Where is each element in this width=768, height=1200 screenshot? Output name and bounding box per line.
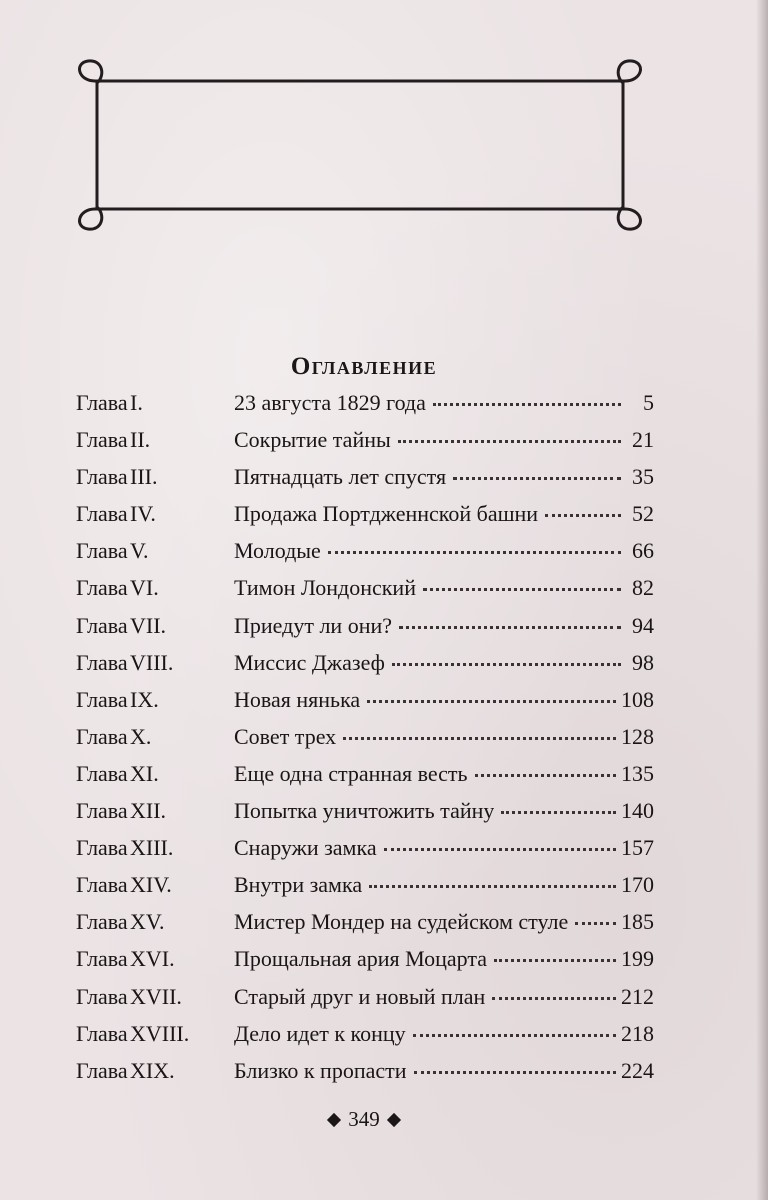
dot-leaders bbox=[433, 383, 621, 406]
chapter-label: Глава bbox=[76, 1020, 128, 1046]
toc-entry bbox=[76, 421, 654, 458]
chapter-title: Продажа Портдженнской башни bbox=[234, 501, 539, 527]
chapter-page-number: 108 bbox=[621, 686, 654, 712]
chapter-title: Старый друг и новый план bbox=[234, 983, 486, 1009]
chapter-page-number: 52 bbox=[632, 501, 654, 527]
chapter-page-number: 21 bbox=[632, 427, 654, 453]
chapter-number: X. bbox=[130, 723, 152, 749]
page-number: 349 bbox=[348, 1107, 380, 1131]
decorative-frame bbox=[70, 55, 650, 235]
toc-entry bbox=[76, 532, 654, 569]
chapter-number: V. bbox=[130, 538, 149, 564]
chapter-title: Мистер Мондер на судейском стуле bbox=[234, 909, 569, 935]
chapter-page-number: 66 bbox=[632, 538, 654, 564]
dot-leaders bbox=[384, 828, 616, 851]
toc-entry bbox=[76, 681, 654, 718]
dot-leaders bbox=[414, 1051, 616, 1074]
chapter-title: Сокрытие тайны bbox=[234, 427, 391, 453]
chapter-title: Снаружи замка bbox=[234, 835, 377, 861]
dot-leaders bbox=[369, 865, 616, 888]
chapter-title: Тимон Лондонский bbox=[234, 575, 416, 601]
chapter-page-number: 224 bbox=[621, 1057, 654, 1083]
chapter-number: I. bbox=[130, 390, 143, 415]
chapter-page-number: 98 bbox=[632, 649, 654, 675]
dot-leaders bbox=[392, 643, 621, 666]
toc-entry bbox=[76, 718, 654, 755]
toc-entry bbox=[76, 607, 654, 644]
toc-entry bbox=[76, 1052, 654, 1089]
chapter-label: Глава bbox=[76, 1057, 128, 1083]
chapter-number: XIX. bbox=[130, 1057, 175, 1083]
chapter-number: VII. bbox=[130, 612, 167, 638]
chapter-label: Глава bbox=[76, 686, 128, 712]
dot-leaders bbox=[494, 939, 616, 962]
toc-entry bbox=[76, 829, 654, 866]
table-of-contents bbox=[76, 384, 654, 1089]
toc-entry bbox=[76, 755, 654, 792]
toc-entry bbox=[76, 458, 654, 495]
chapter-number: VIII. bbox=[130, 649, 174, 675]
dot-leaders bbox=[343, 717, 616, 740]
chapter-number: III. bbox=[130, 464, 158, 490]
chapter-label: Глава bbox=[76, 983, 128, 1009]
chapter-title: Приедут ли они? bbox=[234, 612, 393, 638]
dot-leaders bbox=[367, 680, 616, 703]
chapter-number: VI. bbox=[130, 575, 159, 601]
dot-leaders bbox=[423, 568, 621, 591]
chapter-page-number: 128 bbox=[621, 723, 654, 749]
chapter-title: Новая нянька bbox=[234, 686, 361, 712]
chapter-title: Молодые bbox=[234, 538, 321, 564]
dot-leaders bbox=[501, 791, 616, 814]
chapter-page-number: 35 bbox=[632, 464, 654, 490]
chapter-title: Близко к пропасти bbox=[234, 1057, 407, 1083]
dot-leaders bbox=[453, 457, 621, 480]
chapter-number: IV. bbox=[130, 501, 156, 527]
chapter-number: XVI. bbox=[130, 946, 175, 972]
toc-entry bbox=[76, 384, 654, 421]
toc-entry bbox=[76, 940, 654, 977]
chapter-label: Глава bbox=[76, 427, 128, 453]
toc-entry bbox=[76, 978, 654, 1015]
dot-leaders bbox=[475, 754, 616, 777]
left-diamond-icon bbox=[327, 1112, 341, 1126]
chapter-number: XII. bbox=[130, 798, 167, 824]
chapter-title: Еще одна странная весть bbox=[234, 760, 468, 786]
chapter-title: Совет трех bbox=[234, 723, 337, 749]
chapter-number: II. bbox=[130, 427, 151, 453]
chapter-number: XVIII. bbox=[130, 1020, 190, 1046]
chapter-label: Глава bbox=[76, 464, 128, 490]
chapter-title: Пятнадцать лет спустя bbox=[234, 464, 447, 490]
chapter-label: Глава bbox=[76, 390, 128, 415]
chapter-number: XVII. bbox=[130, 983, 182, 1009]
dot-leaders bbox=[398, 420, 621, 443]
chapter-title: Попытка уничтожить тайну bbox=[234, 798, 495, 824]
chapter-title: Миссис Джазеф bbox=[234, 649, 385, 675]
chapter-number: XIII. bbox=[130, 835, 174, 861]
chapter-page-number: 199 bbox=[621, 946, 654, 972]
page-footer bbox=[0, 1107, 728, 1132]
chapter-number: XI. bbox=[130, 760, 159, 786]
toc-entry bbox=[76, 792, 654, 829]
toc-entry bbox=[76, 644, 654, 681]
toc-entry bbox=[76, 1015, 654, 1052]
dot-leaders bbox=[575, 902, 616, 925]
chapter-label: Глава bbox=[76, 538, 128, 564]
dot-leaders bbox=[399, 606, 621, 629]
chapter-label: Глава bbox=[76, 798, 128, 824]
chapter-page-number: 82 bbox=[632, 575, 654, 601]
chapter-label: Глава bbox=[76, 909, 128, 935]
dot-leaders bbox=[545, 494, 621, 517]
chapter-page-number: 212 bbox=[621, 983, 654, 1009]
chapter-page-number: 135 bbox=[621, 760, 654, 786]
chapter-label: Глава bbox=[76, 760, 128, 786]
toc-entry bbox=[76, 866, 654, 903]
chapter-number: XV. bbox=[130, 909, 165, 935]
chapter-label: Глава bbox=[76, 649, 128, 675]
chapter-page-number: 157 bbox=[621, 835, 654, 861]
chapter-page-number: 94 bbox=[632, 612, 654, 638]
chapter-title: Дело идет к концу bbox=[234, 1020, 406, 1046]
chapter-page-number: 170 bbox=[621, 872, 654, 898]
chapter-number: IX. bbox=[130, 686, 159, 712]
chapter-label: Глава bbox=[76, 723, 128, 749]
toc-entry bbox=[76, 569, 654, 606]
right-diamond-icon bbox=[387, 1112, 401, 1126]
dot-leaders bbox=[492, 977, 616, 1000]
chapter-page-number: 218 bbox=[621, 1020, 654, 1046]
dot-leaders bbox=[413, 1014, 616, 1037]
chapter-label: Глава bbox=[76, 835, 128, 861]
toc-entry bbox=[76, 903, 654, 940]
chapter-title: 23 августа 1829 года bbox=[234, 390, 426, 415]
chapter-number: XIV. bbox=[130, 872, 172, 898]
chapter-label: Глава bbox=[76, 612, 128, 638]
toc-entry bbox=[76, 495, 654, 532]
dot-leaders bbox=[328, 531, 621, 554]
chapter-title: Внутри замка bbox=[234, 872, 363, 898]
chapter-title: Прощальная ария Моцарта bbox=[234, 946, 488, 972]
chapter-page-number: 5 bbox=[643, 390, 654, 415]
chapter-page-number: 185 bbox=[621, 909, 654, 935]
table-of-contents-title: Оглавление bbox=[290, 352, 438, 380]
chapter-label: Глава bbox=[76, 872, 128, 898]
chapter-label: Глава bbox=[76, 946, 128, 972]
chapter-label: Глава bbox=[76, 501, 128, 527]
chapter-page-number: 140 bbox=[621, 798, 654, 824]
chapter-label: Глава bbox=[76, 575, 128, 601]
